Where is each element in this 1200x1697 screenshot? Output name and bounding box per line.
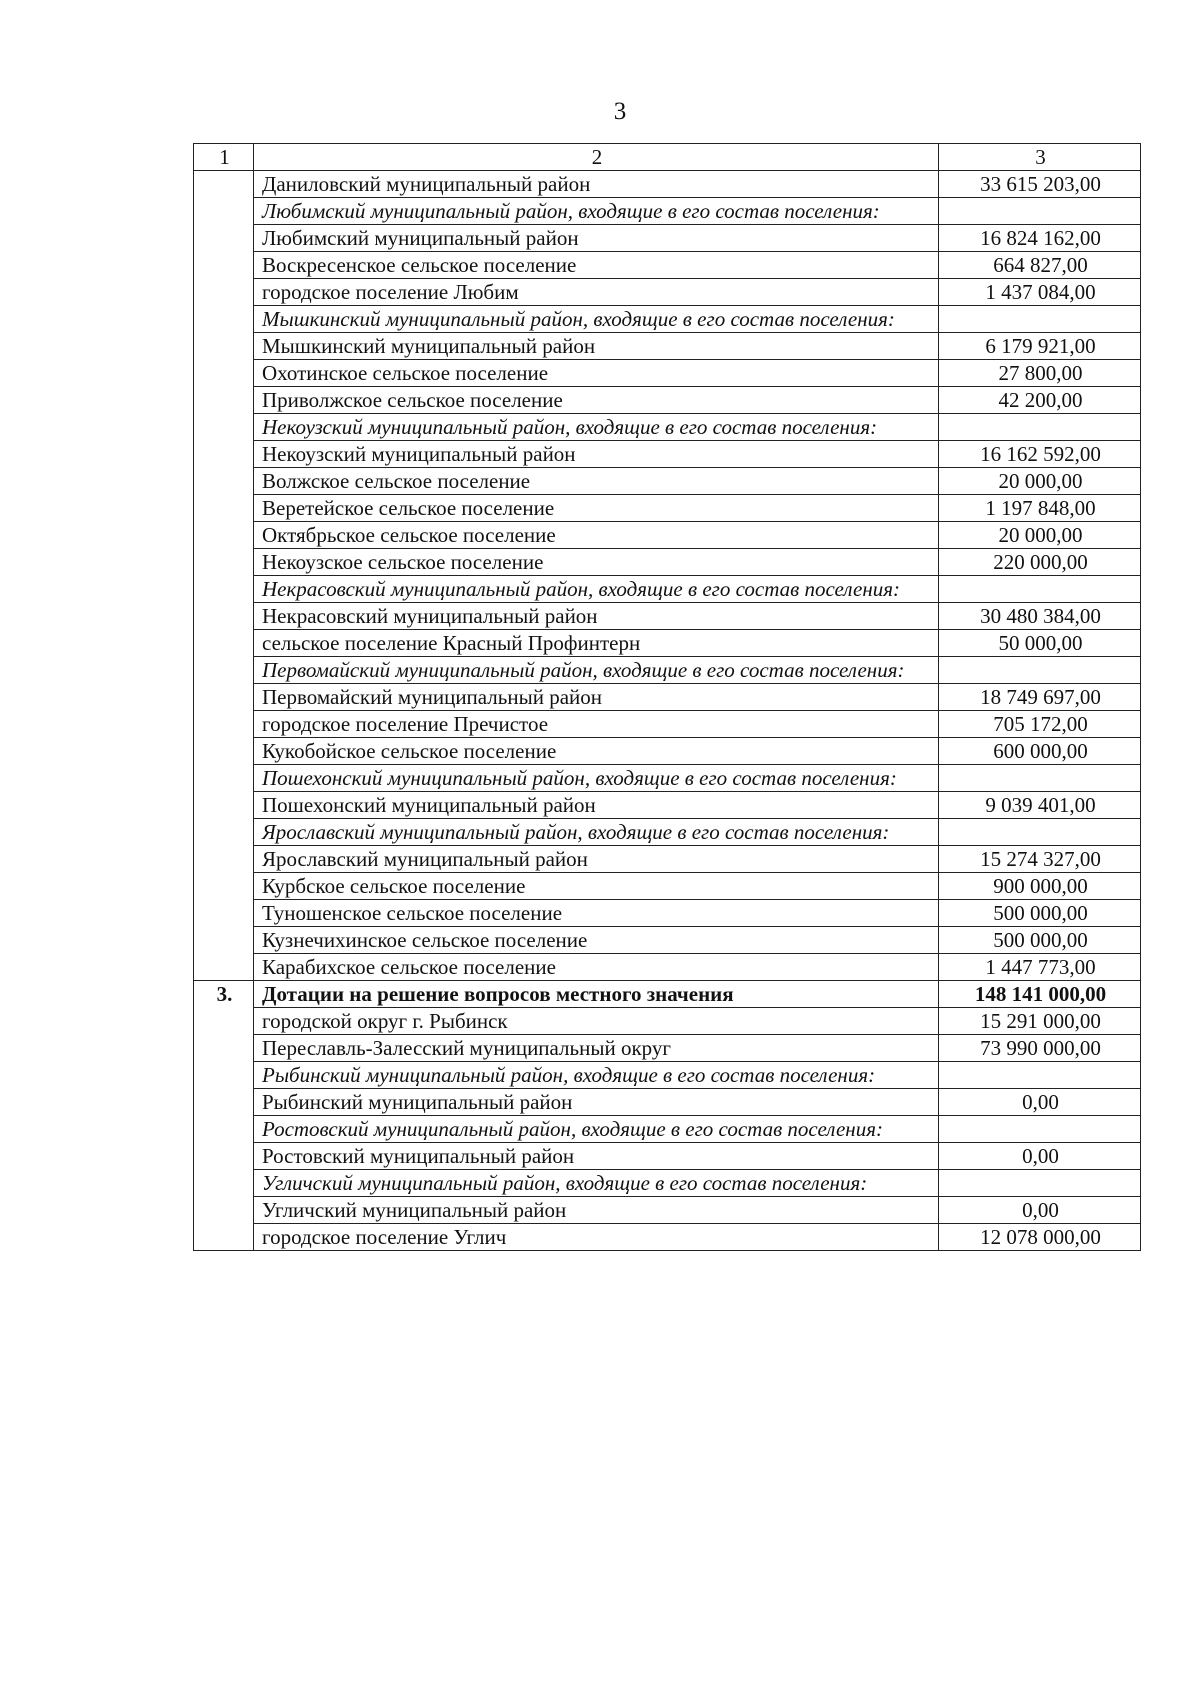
table-row	[194, 711, 1141, 738]
group-header-row	[194, 414, 1141, 441]
recipient-name-cell: Волжское сельское поселение	[254, 468, 939, 495]
table-row	[194, 171, 1141, 198]
recipient-name-cell: Угличский муниципальный район, входящие в его состав поселения:	[254, 1170, 939, 1197]
recipient-name-cell: Октябрьское сельское поселение	[254, 522, 939, 549]
row-number-cell	[194, 819, 254, 846]
row-number-cell	[194, 1116, 254, 1143]
table-row	[194, 225, 1141, 252]
table-row	[194, 603, 1141, 630]
row-number-cell	[194, 279, 254, 306]
amount-cell: 27 800,00	[939, 360, 1141, 387]
table-row	[194, 252, 1141, 279]
recipient-name-cell: Ярославский муниципальный район	[254, 846, 939, 873]
row-number-cell	[194, 468, 254, 495]
row-number-cell	[194, 171, 254, 198]
row-number-cell	[194, 1197, 254, 1224]
recipient-name-cell: Ростовский муниципальный район, входящие в его состав поселения:	[254, 1116, 939, 1143]
table-row	[194, 1197, 1141, 1224]
recipient-name-cell: Пошехонский муниципальный район, входящие в его состав поселения:	[254, 765, 939, 792]
table-row	[194, 333, 1141, 360]
amount-cell: 16 162 592,00	[939, 441, 1141, 468]
amount-cell	[939, 1116, 1141, 1143]
header-col-1: 1	[194, 144, 254, 171]
amount-cell: 50 000,00	[939, 630, 1141, 657]
recipient-name-cell: Любимский муниципальный район	[254, 225, 939, 252]
amount-cell	[939, 198, 1141, 225]
row-number-cell	[194, 576, 254, 603]
header-col-2: 2	[254, 144, 939, 171]
amount-cell	[939, 657, 1141, 684]
row-number-cell	[194, 1143, 254, 1170]
recipient-name-cell: Охотинское сельское поселение	[254, 360, 939, 387]
recipient-name-cell: Рыбинский муниципальный район	[254, 1089, 939, 1116]
amount-cell: 1 437 084,00	[939, 279, 1141, 306]
recipient-name-cell: Даниловский муниципальный район	[254, 171, 939, 198]
recipient-name-cell: Мышкинский муниципальный район, входящие в его состав поселения:	[254, 306, 939, 333]
amount-cell: 20 000,00	[939, 468, 1141, 495]
table-row	[194, 630, 1141, 657]
amount-cell	[939, 765, 1141, 792]
recipient-name-cell: Приволжское сельское поселение	[254, 387, 939, 414]
row-number-cell	[194, 927, 254, 954]
table-row	[194, 279, 1141, 306]
recipient-name-cell: Первомайский муниципальный район, входящие в его состав поселения:	[254, 657, 939, 684]
recipient-name-cell: Туношенское сельское поселение	[254, 900, 939, 927]
row-number-cell	[194, 900, 254, 927]
recipient-name-cell: Курбское сельское поселение	[254, 873, 939, 900]
row-number-cell	[194, 846, 254, 873]
table-row	[194, 441, 1141, 468]
row-number-cell	[194, 711, 254, 738]
table-row	[194, 873, 1141, 900]
recipient-name-cell: Воскресенское сельское поселение	[254, 252, 939, 279]
table-row	[194, 900, 1141, 927]
recipient-name-cell: Первомайский муниципальный район	[254, 684, 939, 711]
row-number-cell	[194, 738, 254, 765]
row-number-cell	[194, 1062, 254, 1089]
row-number-cell	[194, 1170, 254, 1197]
table-row	[194, 738, 1141, 765]
amount-cell: 9 039 401,00	[939, 792, 1141, 819]
group-header-row	[194, 1062, 1141, 1089]
section-row	[194, 981, 1141, 1008]
row-number-cell	[194, 630, 254, 657]
row-number-cell	[194, 333, 254, 360]
amount-cell: 705 172,00	[939, 711, 1141, 738]
recipient-name-cell: сельское поселение Красный Профинтерн	[254, 630, 939, 657]
row-number-cell	[194, 954, 254, 981]
table-row	[194, 792, 1141, 819]
amount-cell: 33 615 203,00	[939, 171, 1141, 198]
amount-cell: 900 000,00	[939, 873, 1141, 900]
amount-cell: 20 000,00	[939, 522, 1141, 549]
recipient-name-cell: Кукобойское сельское поселение	[254, 738, 939, 765]
table-row	[194, 468, 1141, 495]
amount-cell: 16 824 162,00	[939, 225, 1141, 252]
row-number-cell	[194, 684, 254, 711]
header-col-3: 3	[939, 144, 1141, 171]
page-number: 3	[613, 98, 627, 125]
amount-cell: 600 000,00	[939, 738, 1141, 765]
recipient-name-cell: Дотации на решение вопросов местного значения	[254, 981, 939, 1008]
recipient-name-cell: Мышкинский муниципальный район	[254, 333, 939, 360]
recipient-name-cell: Рыбинский муниципальный район, входящие в его состав поселения:	[254, 1062, 939, 1089]
table-row	[194, 360, 1141, 387]
recipient-name-cell: Некрасовский муниципальный район, входящие в его состав поселения:	[254, 576, 939, 603]
row-number-cell	[194, 873, 254, 900]
recipient-name-cell: городское поселение Любим	[254, 279, 939, 306]
recipient-name-cell: Любимский муниципальный район, входящие в его состав поселения:	[254, 198, 939, 225]
group-header-row	[194, 657, 1141, 684]
group-header-row	[194, 198, 1141, 225]
row-number-cell	[194, 387, 254, 414]
row-number-cell	[194, 522, 254, 549]
amount-cell: 148 141 000,00	[939, 981, 1141, 1008]
amount-cell	[939, 306, 1141, 333]
row-number-cell	[194, 414, 254, 441]
recipient-name-cell: Угличский муниципальный район	[254, 1197, 939, 1224]
recipient-name-cell: Пошехонский муниципальный район	[254, 792, 939, 819]
row-number-cell	[194, 495, 254, 522]
amount-cell: 0,00	[939, 1089, 1141, 1116]
table-row	[194, 495, 1141, 522]
group-header-row	[194, 819, 1141, 846]
recipient-name-cell: Некоузский муниципальный район, входящие в его состав поселения:	[254, 414, 939, 441]
recipient-name-cell: городское поселение Углич	[254, 1224, 939, 1251]
table-row	[194, 387, 1141, 414]
amount-cell: 1 447 773,00	[939, 954, 1141, 981]
recipient-name-cell: Переславль-Залесский муниципальный округ	[254, 1035, 939, 1062]
amount-cell: 0,00	[939, 1143, 1141, 1170]
amount-cell: 1 197 848,00	[939, 495, 1141, 522]
table-header-row	[194, 144, 1141, 171]
group-header-row	[194, 1116, 1141, 1143]
amount-cell: 18 749 697,00	[939, 684, 1141, 711]
table-row	[194, 927, 1141, 954]
row-number-cell	[194, 1089, 254, 1116]
row-number-cell	[194, 603, 254, 630]
amount-cell: 73 990 000,00	[939, 1035, 1141, 1062]
recipient-name-cell: Некоузский муниципальный район	[254, 441, 939, 468]
amount-cell: 30 480 384,00	[939, 603, 1141, 630]
row-number-cell	[194, 657, 254, 684]
amount-cell: 0,00	[939, 1197, 1141, 1224]
row-number-cell	[194, 549, 254, 576]
table-row	[194, 954, 1141, 981]
table-row	[194, 549, 1141, 576]
row-number-cell	[194, 225, 254, 252]
amount-cell	[939, 1062, 1141, 1089]
row-number-cell	[194, 1035, 254, 1062]
group-header-row	[194, 576, 1141, 603]
table-row	[194, 522, 1141, 549]
row-number-cell	[194, 306, 254, 333]
recipient-name-cell: Веретейское сельское поселение	[254, 495, 939, 522]
row-number-cell	[194, 198, 254, 225]
amount-cell	[939, 1170, 1141, 1197]
row-number-cell	[194, 441, 254, 468]
recipient-name-cell: Ростовский муниципальный район	[254, 1143, 939, 1170]
row-number-cell	[194, 765, 254, 792]
amount-cell: 42 200,00	[939, 387, 1141, 414]
row-number-cell	[194, 792, 254, 819]
amount-cell: 220 000,00	[939, 549, 1141, 576]
recipient-name-cell: Ярославский муниципальный район, входящие в его состав поселения:	[254, 819, 939, 846]
amount-cell: 500 000,00	[939, 927, 1141, 954]
table-row	[194, 1008, 1141, 1035]
row-number-cell	[194, 1008, 254, 1035]
table-row	[194, 684, 1141, 711]
group-header-row	[194, 765, 1141, 792]
table-row	[194, 1224, 1141, 1251]
budget-table	[193, 143, 1141, 1251]
amount-cell	[939, 414, 1141, 441]
recipient-name-cell: городское поселение Пречистое	[254, 711, 939, 738]
amount-cell: 6 179 921,00	[939, 333, 1141, 360]
recipient-name-cell: Некоузское сельское поселение	[254, 549, 939, 576]
recipient-name-cell: городской округ г. Рыбинск	[254, 1008, 939, 1035]
row-number-cell	[194, 252, 254, 279]
table-row	[194, 1089, 1141, 1116]
row-number-cell: 3.	[194, 981, 254, 1008]
amount-cell	[939, 819, 1141, 846]
amount-cell: 12 078 000,00	[939, 1224, 1141, 1251]
row-number-cell	[194, 1224, 254, 1251]
recipient-name-cell: Некрасовский муниципальный район	[254, 603, 939, 630]
amount-cell: 500 000,00	[939, 900, 1141, 927]
amount-cell: 664 827,00	[939, 252, 1141, 279]
amount-cell	[939, 576, 1141, 603]
row-number-cell	[194, 360, 254, 387]
table-row	[194, 1035, 1141, 1062]
amount-cell: 15 291 000,00	[939, 1008, 1141, 1035]
table-row	[194, 1143, 1141, 1170]
group-header-row	[194, 306, 1141, 333]
recipient-name-cell: Карабихское сельское поселение	[254, 954, 939, 981]
amount-cell: 15 274 327,00	[939, 846, 1141, 873]
recipient-name-cell: Кузнечихинское сельское поселение	[254, 927, 939, 954]
group-header-row	[194, 1170, 1141, 1197]
table-row	[194, 846, 1141, 873]
